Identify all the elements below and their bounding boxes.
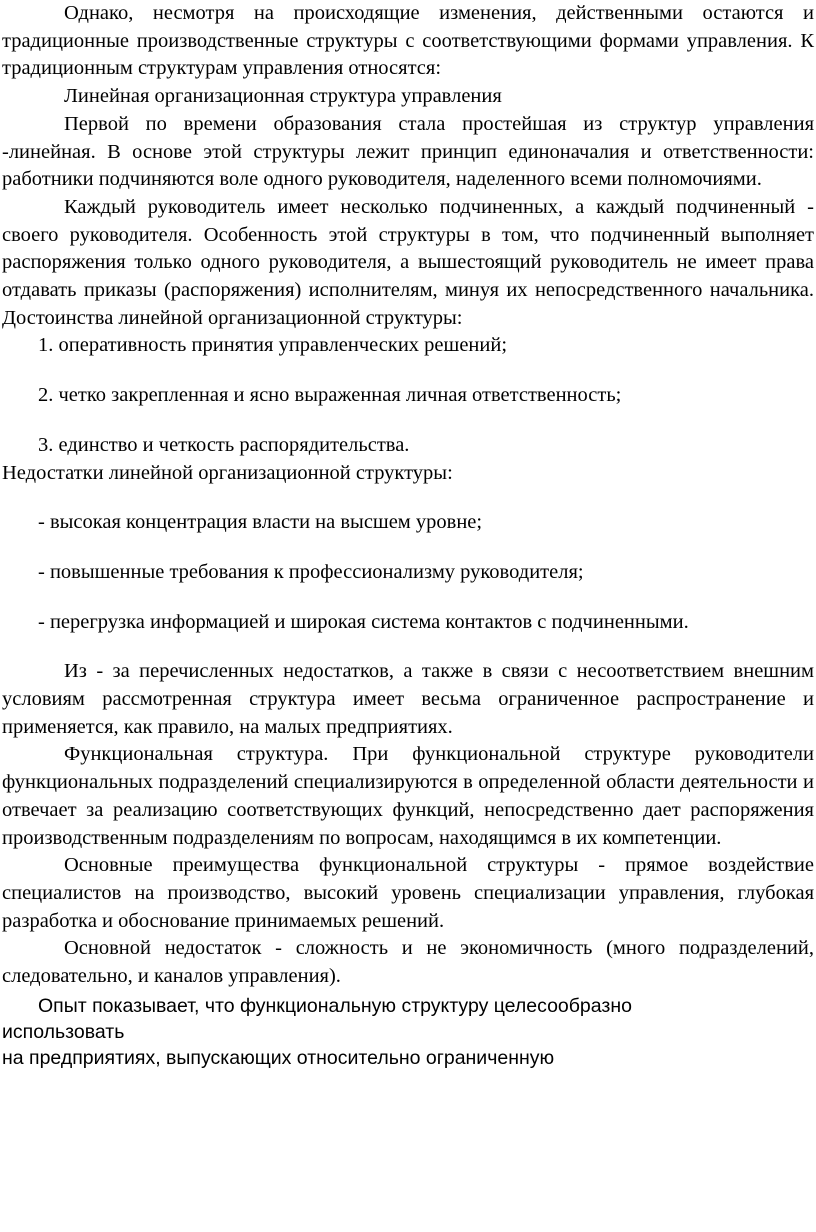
- functional-structure-paragraph: Функциональная структура. При функциональной структуре руководители функциональных подразделений специализируются в определенной области деятельности и отвечает за реализацию соответствующих функций, непосредственно дает распоряжения производственным подразделениям по вопросам, находящимся в их компетенции.: [2, 743, 814, 849]
- linear-description-paragraph: Первой по времени образования стала простейшая из структур управления -линейная. В основе этой структуры лежит принцип единоначалия и ответственности: работники подчиняются воле одного руководителя, наделенного всеми полномочиями.: [2, 112, 814, 191]
- list-item: - перегрузка информацией и широкая система контактов с подчиненными.: [38, 610, 689, 633]
- footer-line: Опыт показывает, что функциональную структуру целесообразно: [38, 994, 632, 1017]
- list-item: 2. четко закрепленная и ясно выраженная личная ответственность;: [38, 384, 622, 407]
- functional-advantages-paragraph: Основные преимущества функциональной структуры - прямое воздействие специалистов на производство, высокий уровень специализации управления, глубокая разработка и обоснование принимаемых решений.: [2, 854, 814, 932]
- disadvantages-heading: Недостатки линейной организационной структуры:: [2, 461, 453, 484]
- section-heading-linear: Линейная организационная структура управления: [64, 85, 502, 108]
- list-item: - высокая концентрация власти на высшем уровне;: [38, 511, 483, 534]
- disadvantages-list: [2, 509, 814, 636]
- footer-line: использовать: [2, 1020, 125, 1043]
- list-item: 1. оперативность принятия управленческих решений;: [38, 334, 508, 357]
- functional-disadvantage-paragraph: Основной недостаток - сложность и не экономичность (много подразделений, следовательно, и каналов управления).: [2, 937, 814, 988]
- list-item: 3. единство и четкость распорядительства.: [38, 433, 410, 456]
- limitations-paragraph: Из - за перечисленных недостатков, а также в связи с несоответствием внешним условиям рассмотренная структура имеет весьма ограниченное распространение и применяется, как правило, на малых предприятиях.: [2, 660, 814, 738]
- footer-line: на предприятиях, выпускающих относительно ограниченную: [2, 1046, 555, 1069]
- advantages-list: [2, 332, 814, 459]
- intro-paragraph: Однако, несмотря на происходящие изменения, действенными остаются и традиционные производственные структуры с соответствующими формами управления. К традиционным структурам управления относятся:: [2, 2, 814, 80]
- linear-feature-paragraph: Каждый руководитель имеет несколько подчиненных, а каждый подчиненный - своего руководителя. Особенность этой структуры в том, что подчиненный выполняет распоряжения только одного руководителя, а вышестоящий руководитель не имеет права отдавать приказы (распоряжения) исполнителям, минуя их непосредственного начальника. Достоинства линейной организационной структуры:: [2, 195, 814, 329]
- footer-text-block: [2, 993, 814, 1071]
- list-item: - повышенные требования к профессионализму руководителя;: [38, 560, 584, 583]
